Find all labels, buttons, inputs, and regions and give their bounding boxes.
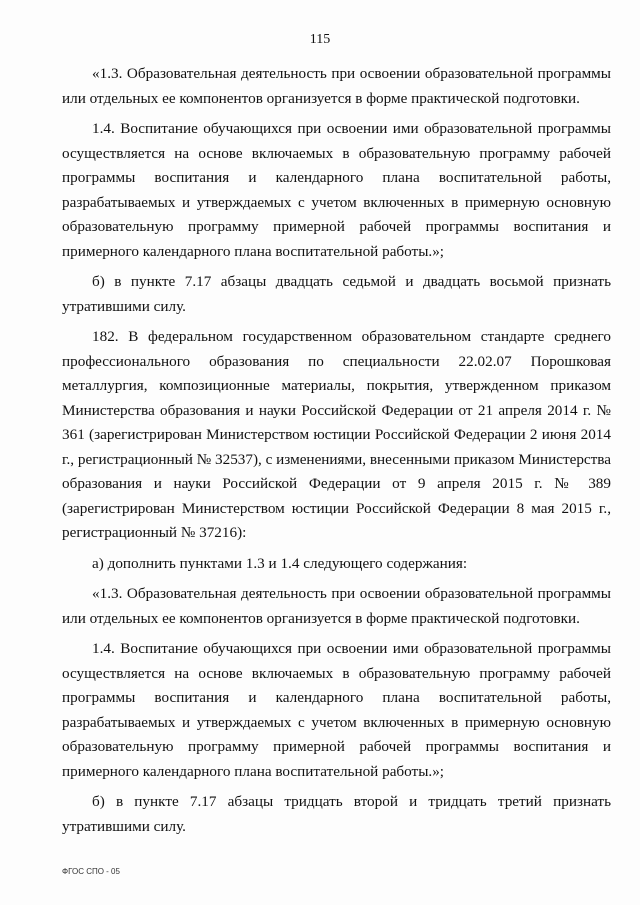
page-number: 115 xyxy=(309,32,331,47)
paragraph: б) в пункте 7.17 абзацы тридцать второй и тридцать третий признать утратившими силу. xyxy=(62,793,611,835)
footer-code: ФГОС СПО - 05 xyxy=(62,867,120,876)
document-body xyxy=(62,62,611,845)
paragraph: а) дополнить пунктами 1.3 и 1.4 следующего содержания: xyxy=(92,554,468,572)
paragraph: «1.3. Образовательная деятельность при освоении образовательной программы или отдельных ее компонентов организуется в форме практической подготовки. xyxy=(62,65,611,107)
paragraph: «1.3. Образовательная деятельность при освоении образовательной программы или отдельных ее компонентов организуется в форме практической подготовки. xyxy=(62,585,611,627)
paragraph: 1.4. Воспитание обучающихся при освоении ими образовательной программы осуществляется на основе включаемых в образовательную программу рабочей программы воспитания и календарного плана воспитательной работы, разрабатываемых и утверждаемых с учетом включенных в примерную основную образовательную программу примерной рабочей программы воспитания и примерного календарного плана воспитательной работы.»; xyxy=(62,640,611,780)
paragraph: б) в пункте 7.17 абзацы двадцать седьмой и двадцать восьмой признать утратившими силу. xyxy=(62,273,611,315)
paragraph: 1.4. Воспитание обучающихся при освоении ими образовательной программы осуществляется на основе включаемых в образовательную программу рабочей программы воспитания и календарного плана воспитательной работы, разрабатываемых и утверждаемых с учетом включенных в примерную основную образовательную программу примерной рабочей программы воспитания и примерного календарного плана воспитательной работы.»; xyxy=(62,120,611,260)
paragraph: 182. В федеральном государственном образовательном стандарте среднего профессионального образования по специальности 22.02.07 Порошковая металлургия, композиционные материалы, покрытия, утвержденном приказом Министерства образования и науки Российской Федерации от 21 апреля 2014 г. № 361 (зарегистрирован Министерством юстиции Российской Федерации 2 июня 2014 г., регистрационный № 32537), с изменениями, внесенными приказом Министерства образования и науки Российской Федерации от 9 апреля 2015 г. № 389 (зарегистрирован Министерством юстиции Российской Федерации 8 мая 2015 г., регистрационный № 37216): xyxy=(62,328,612,541)
